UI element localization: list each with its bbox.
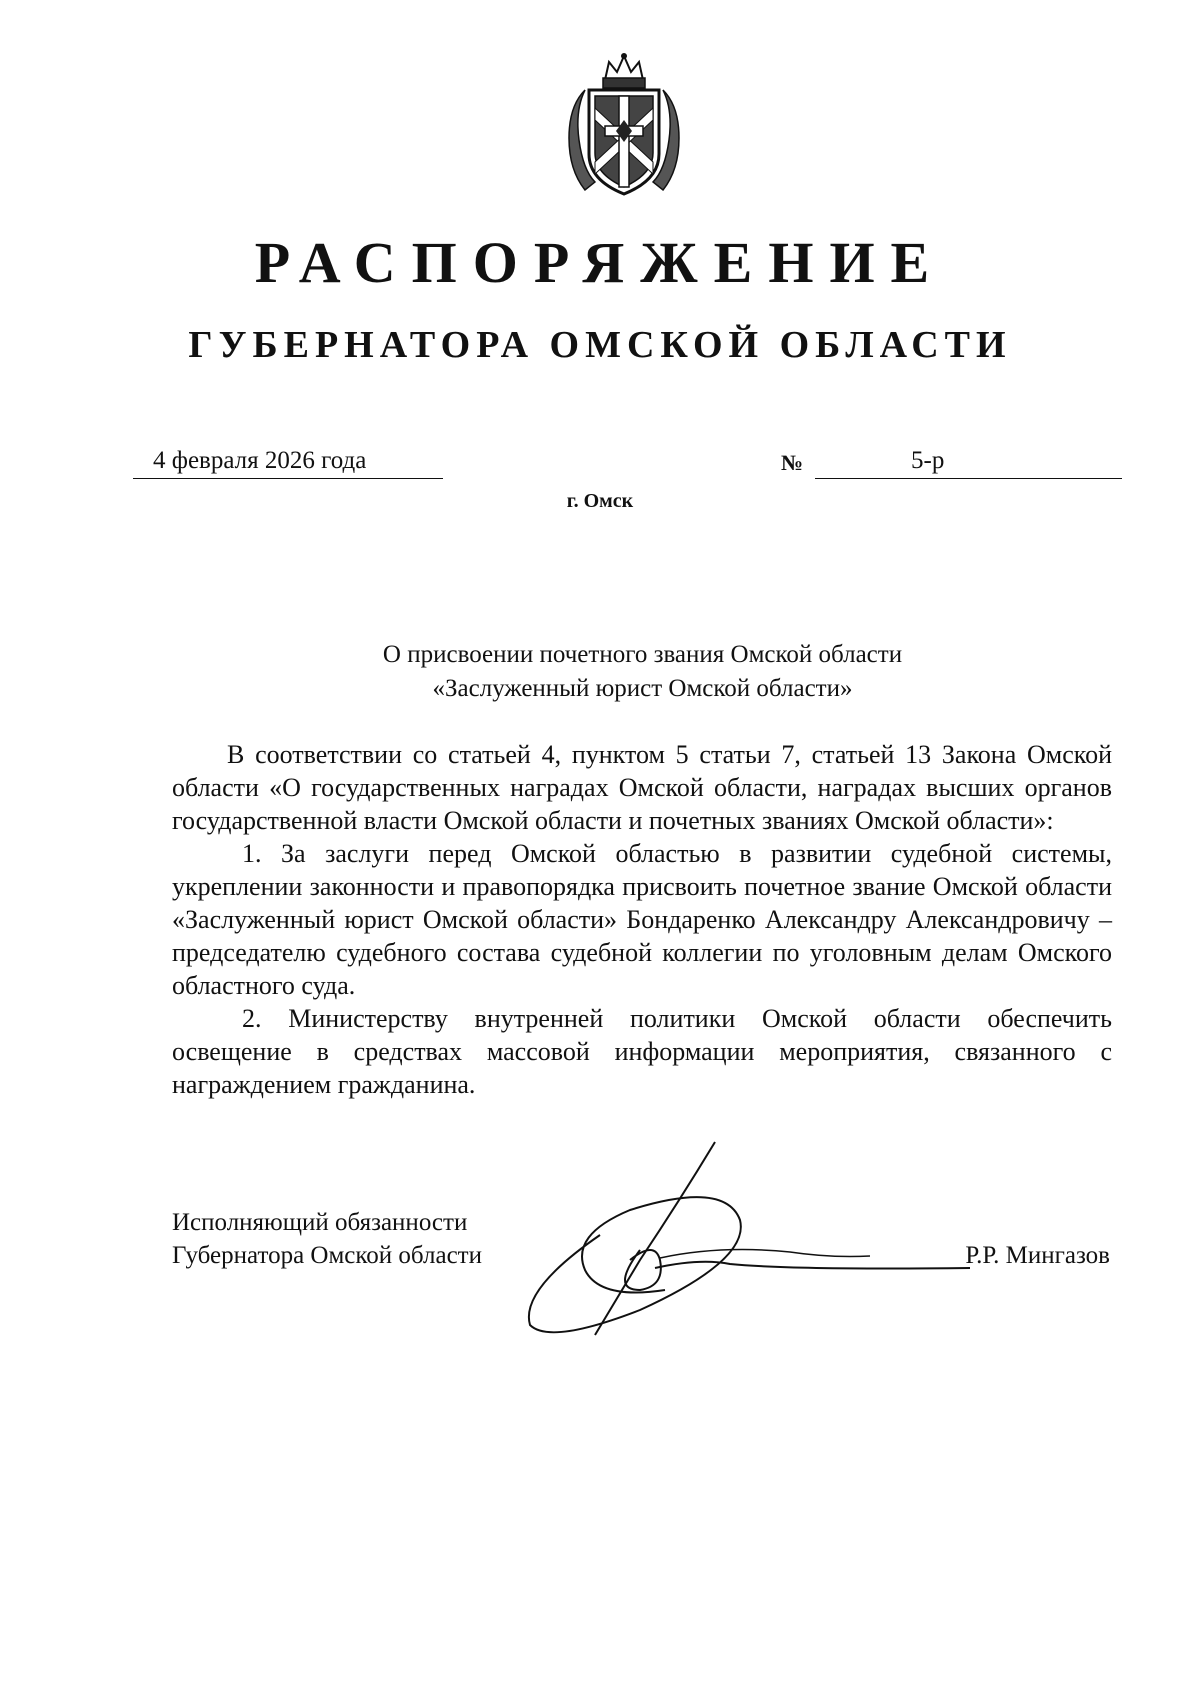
issuer-subtitle: ГУБЕРНАТОРА ОМСКОЙ ОБЛАСТИ [188,324,1012,366]
subject-title-line-1: О присвоении почетного звания Омской области [382,641,903,668]
document-number-label: № [781,450,804,475]
document-number-field [815,444,1122,479]
position-line-2: Губернатора Омской области [172,1242,482,1269]
signatory-name: Р.Р. Мингазов [965,1242,1110,1269]
position-line-1: Исполняющий обязанности [172,1209,468,1236]
document-body [172,738,1112,1101]
handwritten-signature-icon [490,1140,970,1350]
document-date: 4 февраля 2026 года [153,447,367,474]
signatory-position [172,1206,482,1272]
document-date-field [133,444,443,479]
document-subject-title [250,638,1035,706]
document-city: г. Омск [566,490,634,512]
item-2-paragraph: 2. Министерству внутренней политики Омской области обеспечить освещение в средствах массовой информации мероприятия, связанного с награждением гражданина. [172,1004,1112,1099]
document-type-title: РАСПОРЯЖЕНИЕ [254,230,946,295]
item-1-paragraph: 1. За заслуги перед Омской областью в развитии судебной системы, укреплении законности и правопорядка присвоить почетное звание Омской области «Заслуженный юрист Омской области» Бондаренко Александру Александровичу – председателю судебного состава судебной коллегии по уголовным делам Омского областного суда. [172,839,1112,1000]
preamble-paragraph: В соответствии со статьей 4, пунктом 5 статьи 7, статьей 13 Закона Омской области «О государственных наградах Омской области, наградах высших органов государственной власти Омской области и почетных званиях Омской области»: [172,740,1112,835]
subject-title-line-2: «Заслуженный юрист Омской области» [432,675,853,702]
document-number: 5-р [911,447,945,474]
omsk-coat-of-arms-icon [565,50,683,198]
